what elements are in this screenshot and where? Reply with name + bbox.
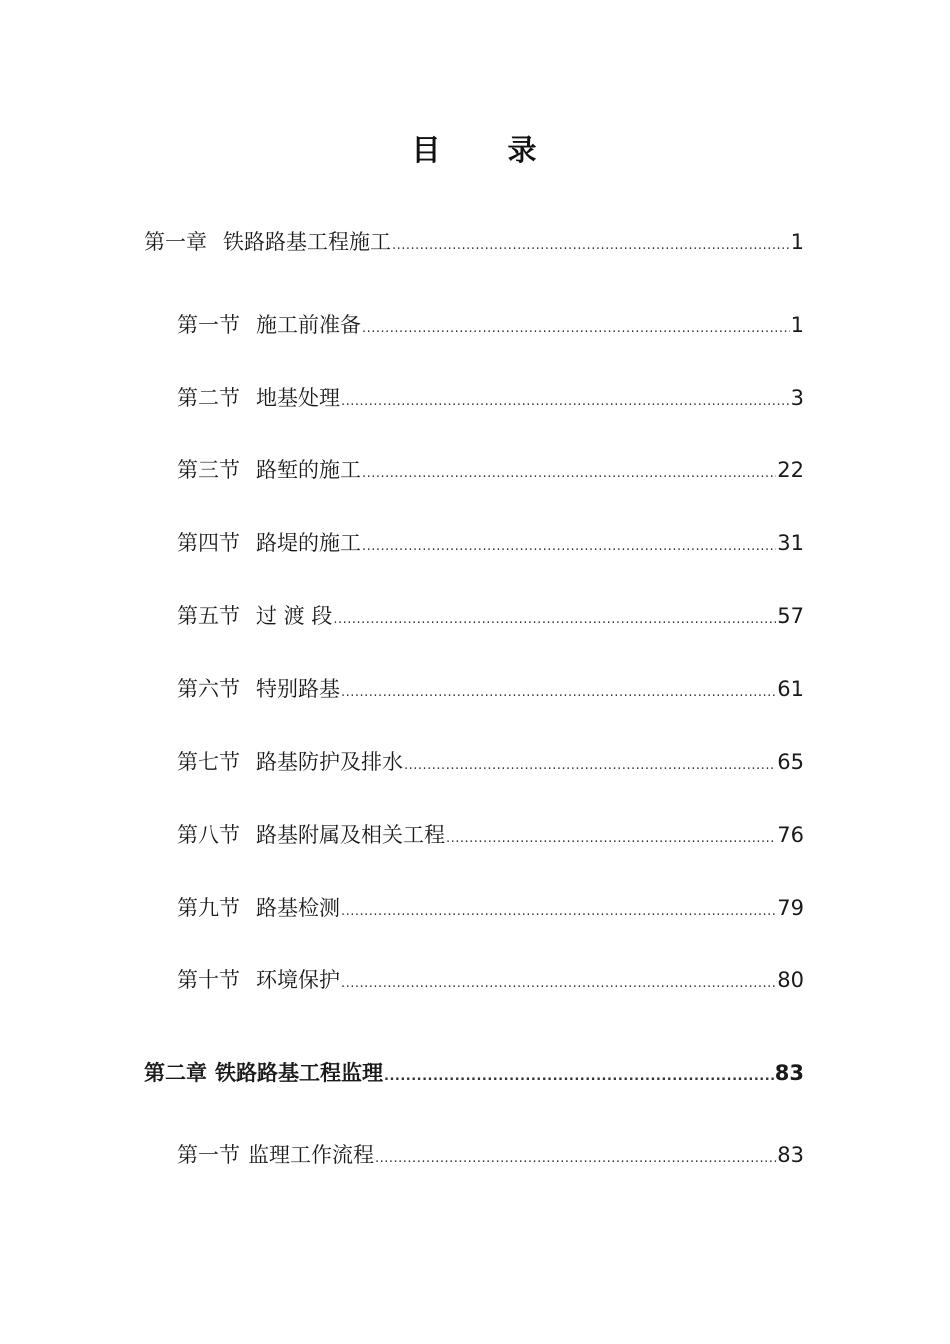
dot-leader: [341, 685, 776, 700]
page-number: 61: [777, 677, 804, 701]
dot-leader: [392, 238, 790, 253]
toc-chapter-2[interactable]: [144, 1057, 804, 1087]
toc-section-1-6[interactable]: [177, 673, 804, 703]
section-title: 施工前准备: [256, 313, 361, 337]
chapter-number: 第二章: [144, 1061, 207, 1085]
page-number: 76: [777, 823, 804, 847]
toc-title-right: 录: [507, 133, 539, 167]
page-number: 79: [777, 896, 804, 920]
section-number: 第二节: [177, 386, 240, 410]
chapter-title: 铁路路基工程施工: [223, 230, 391, 254]
toc-section-1-10[interactable]: [177, 964, 804, 994]
page-number: 1: [790, 230, 804, 254]
section-title: 监理工作流程: [248, 1143, 374, 1167]
toc-section-1-5[interactable]: [177, 600, 804, 630]
dot-leader: [404, 758, 776, 773]
section-number: 第一节: [177, 1143, 240, 1167]
toc-chapter-1[interactable]: [144, 226, 804, 256]
toc-section-1-9[interactable]: [177, 892, 804, 922]
section-title: 路堤的施工: [256, 531, 361, 555]
dot-leader: [446, 831, 776, 846]
section-title: 路基检测: [256, 896, 340, 920]
section-number: 第十节: [177, 968, 240, 992]
page-number: 65: [777, 750, 804, 774]
page-number: 3: [790, 386, 804, 410]
dot-leader: [362, 321, 790, 336]
dot-leader: [341, 394, 790, 409]
dot-leader: [341, 904, 776, 919]
section-number: 第八节: [177, 823, 240, 847]
section-title: 路基防护及排水: [256, 750, 403, 774]
section-title: 路堑的施工: [256, 458, 361, 482]
toc-section-1-8[interactable]: [177, 819, 804, 849]
section-title: 地基处理: [256, 386, 340, 410]
section-number: 第九节: [177, 896, 240, 920]
section-number: 第六节: [177, 677, 240, 701]
page-number: 57: [777, 604, 804, 628]
page-number: 1: [790, 313, 804, 337]
section-number: 第七节: [177, 750, 240, 774]
dot-leader: [341, 976, 776, 991]
dot-leader: [333, 612, 776, 627]
dot-leader: [362, 466, 776, 481]
toc-section-1-1[interactable]: [177, 309, 804, 339]
toc-section-1-3[interactable]: [177, 454, 804, 484]
section-number: 第三节: [177, 458, 240, 482]
section-number: 第四节: [177, 531, 240, 555]
chapter-label: [144, 1057, 383, 1087]
dot-leader: [375, 1151, 776, 1166]
section-title: 环境保护: [256, 968, 340, 992]
chapter-number: 第一章: [144, 230, 207, 254]
toc-section-1-7[interactable]: [177, 746, 804, 776]
chapter-label: [144, 226, 391, 256]
toc-title-left: 目: [411, 133, 443, 167]
dot-leader: [362, 539, 776, 554]
chapter-title: 铁路路基工程监理: [215, 1061, 383, 1085]
page-number: 31: [777, 531, 804, 555]
page-number: 22: [777, 458, 804, 482]
section-title: 过 渡 段: [256, 604, 333, 628]
section-number: 第一节: [177, 313, 240, 337]
page-number: 83: [774, 1061, 804, 1085]
dot-leader: [384, 1069, 774, 1084]
section-title: 路基附属及相关工程: [256, 823, 445, 847]
toc-title: [0, 128, 950, 169]
section-title: 特别路基: [256, 677, 340, 701]
toc-section-1-2[interactable]: [177, 382, 804, 412]
page-number: 83: [777, 1143, 804, 1167]
section-number: 第五节: [177, 604, 240, 628]
toc-section-2-1[interactable]: [177, 1139, 804, 1169]
toc-section-1-4[interactable]: [177, 527, 804, 557]
page-number: 80: [777, 968, 804, 992]
